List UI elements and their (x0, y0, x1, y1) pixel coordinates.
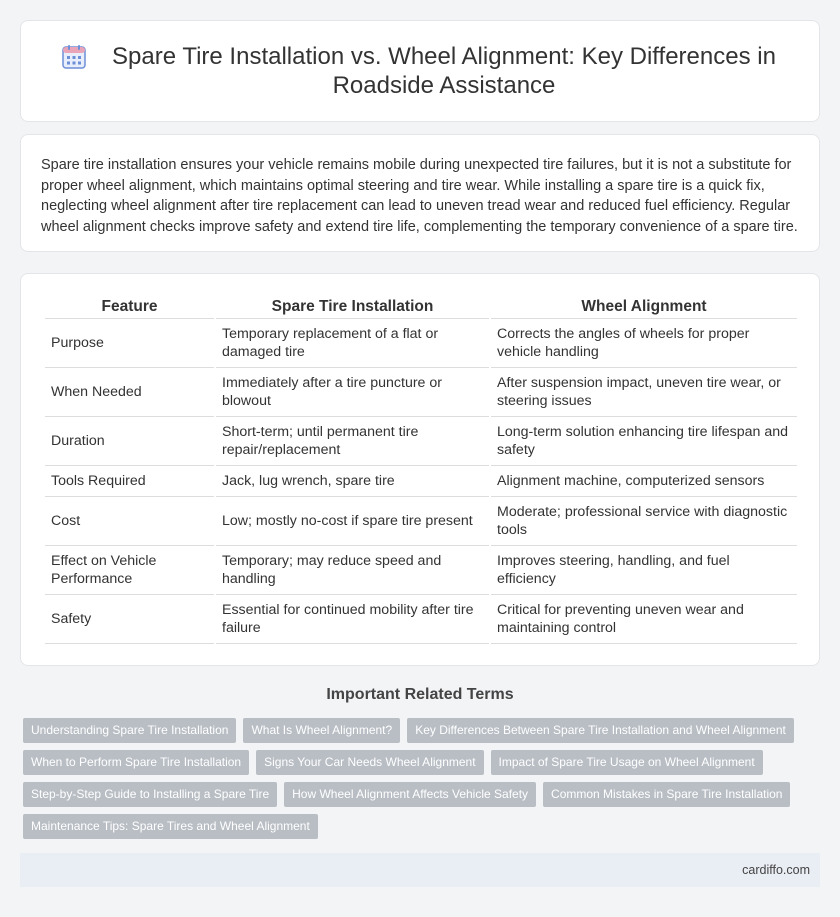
table-cell: Safety (45, 595, 214, 644)
table-cell: Tools Required (45, 466, 214, 497)
table-cell: Short-term; until permanent tire repair/replacement (216, 417, 489, 466)
table-cell: Critical for preventing uneven wear and maintaining control (491, 595, 797, 644)
calendar-icon (61, 44, 87, 70)
table-cell: Corrects the angles of wheels for proper vehicle handling (491, 319, 797, 368)
table-row (45, 417, 797, 466)
table-header-row (45, 294, 797, 319)
related-term-tag[interactable]: How Wheel Alignment Affects Vehicle Safety (284, 782, 536, 807)
table-cell: Moderate; professional service with diagnostic tools (491, 497, 797, 546)
related-term-tag[interactable]: Key Differences Between Spare Tire Installation and Wheel Alignment (407, 718, 794, 743)
related-term-tag[interactable]: Understanding Spare Tire Installation (23, 718, 236, 743)
table-cell: Temporary; may reduce speed and handling (216, 546, 489, 595)
footer (20, 853, 820, 887)
related-term-tag[interactable]: Signs Your Car Needs Wheel Alignment (256, 750, 483, 775)
table-row (45, 595, 797, 644)
table-row (45, 466, 797, 497)
table-cell: Alignment machine, computerized sensors (491, 466, 797, 497)
page-title: Spare Tire Installation vs. Wheel Alignment: Key Differences in Roadside Assistance (112, 43, 776, 99)
table-cell: Effect on Vehicle Performance (45, 546, 214, 595)
column-header-wheel-alignment: Wheel Alignment (491, 294, 797, 319)
table-row (45, 497, 797, 546)
table-cell: Low; mostly no-cost if spare tire present (216, 497, 489, 546)
table-cell: Cost (45, 497, 214, 546)
table-cell: When Needed (45, 368, 214, 417)
related-term-tag[interactable]: Maintenance Tips: Spare Tires and Wheel Alignment (23, 814, 318, 839)
table-cell: Improves steering, handling, and fuel efficiency (491, 546, 797, 595)
intro-card (20, 134, 820, 252)
related-term-tag[interactable]: When to Perform Spare Tire Installation (23, 750, 249, 775)
column-header-spare-tire: Spare Tire Installation (216, 294, 489, 319)
title-wrap (61, 42, 779, 100)
table-cell: Jack, lug wrench, spare tire (216, 466, 489, 497)
footer-site-name[interactable]: cardiffo.com (742, 863, 810, 877)
related-terms-list (23, 718, 823, 846)
header-card (20, 20, 820, 122)
table-cell: After suspension impact, uneven tire wear, or steering issues (491, 368, 797, 417)
table-cell: Purpose (45, 319, 214, 368)
table-row (45, 546, 797, 595)
related-terms-title: Important Related Terms (326, 686, 514, 703)
table-cell: Essential for continued mobility after tire failure (216, 595, 489, 644)
table-cell: Long-term solution enhancing tire lifespan and safety (491, 417, 797, 466)
table-cell: Duration (45, 417, 214, 466)
table-cell: Immediately after a tire puncture or blowout (216, 368, 489, 417)
comparison-table-card (20, 273, 820, 666)
related-term-tag[interactable]: Impact of Spare Tire Usage on Wheel Alignment (491, 750, 763, 775)
table-row (45, 319, 797, 368)
table-row (45, 368, 797, 417)
related-term-tag[interactable]: What Is Wheel Alignment? (243, 718, 400, 743)
table-cell: Temporary replacement of a flat or damaged tire (216, 319, 489, 368)
column-header-feature: Feature (45, 294, 214, 319)
related-term-tag[interactable]: Common Mistakes in Spare Tire Installation (543, 782, 790, 807)
comparison-table (43, 294, 799, 644)
intro-paragraph: Spare tire installation ensures your vehicle remains mobile during unexpected tire failures, but it is not a substitute for proper wheel alignment, which maintains optimal steering and tire wear. While installing a spare tire is a quick fix, neglecting wheel alignment after tire replacement can lead to uneven tread wear and reduced fuel efficiency. Regular wheel alignment checks improve safety and extend tire life, complementing the temporary convenience of a spare tire. (41, 157, 798, 235)
related-term-tag[interactable]: Step-by-Step Guide to Installing a Spare Tire (23, 782, 277, 807)
